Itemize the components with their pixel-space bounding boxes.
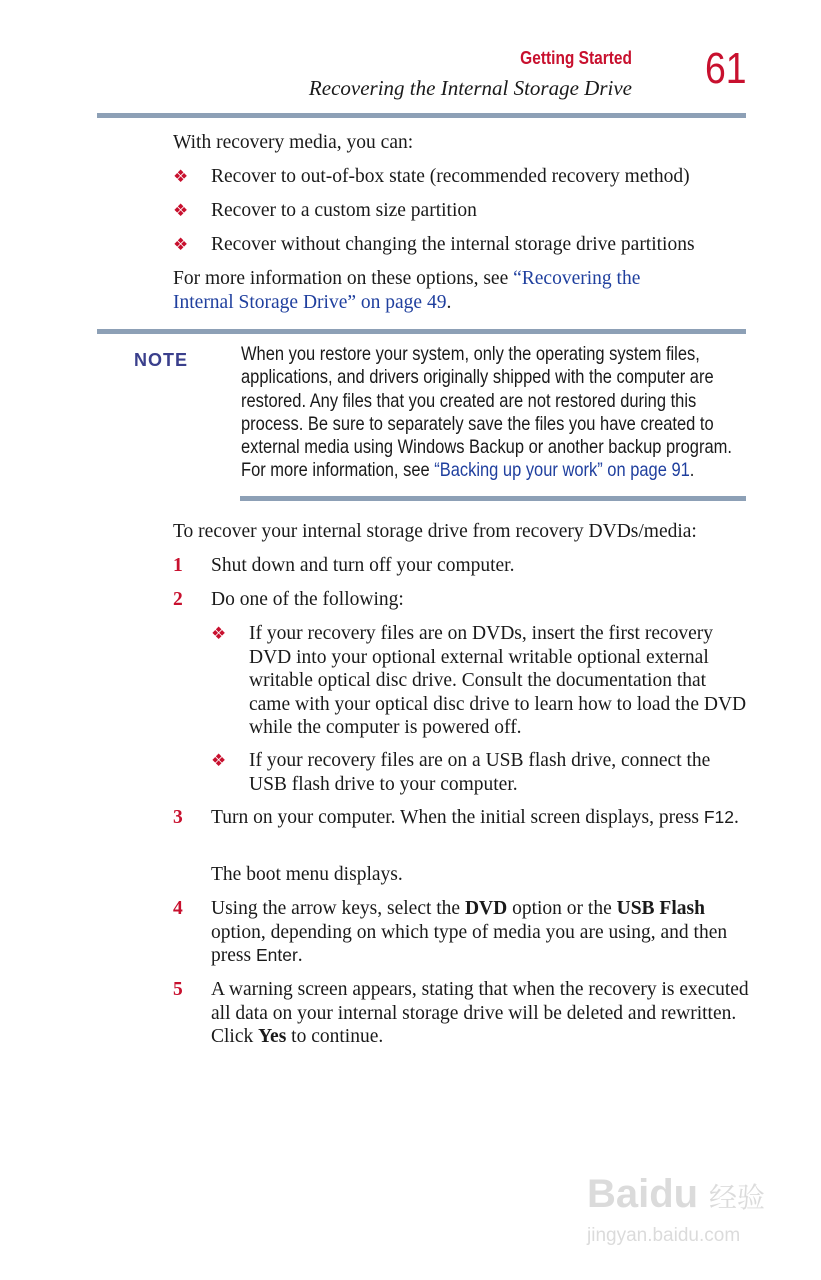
note-text [241,343,740,483]
note-label: NOTE [134,350,189,370]
page-number: 61 [705,44,747,93]
key-enter: Enter [255,945,298,965]
step-text [211,806,751,830]
header-subtitle: Recovering the Internal Storage Drive [308,76,632,100]
step-number: 5 [173,979,183,1000]
boot-menu-text: The boot menu displays. [211,864,403,885]
header-section-title: Getting Started [520,48,632,68]
step-number: 3 [173,807,183,828]
more-info-prefix: For more information on these options, see [173,268,514,289]
recovering-drive-link[interactable]: “Recovering the Internal Storage Drive” on page 49 [173,268,641,313]
step-4-mid: option or the [507,898,617,919]
note-bottom-divider [240,496,746,501]
note-top-divider [97,329,746,334]
step-5-pre: A warning screen appears, stating that when the recovery is executed all data on your internal storage drive will be deleted and rewritten. Click [211,979,749,1047]
key-f12: F12 [703,807,734,827]
step-4-post: option, depending on which type of media you are using, and then press [211,921,728,966]
step-3-text: Turn on your computer. When the initial screen displays, press [211,807,704,828]
option-text: Recover without changing the internal storage drive partitions [211,234,695,255]
note-suffix: . [689,459,695,482]
step-text [211,897,751,968]
step-5-post: to continue. [286,1026,384,1047]
step-number: 4 [173,898,183,919]
backing-up-link[interactable]: “Backing up your work” on page 91 [434,459,690,482]
step-text: Do one of the following: [211,589,404,610]
intro-text: With recovery media, you can: [173,132,414,153]
diamond-bullet-icon: ❖ [211,624,227,643]
watermark-url: jingyan.baidu.com [587,1225,741,1246]
step-3-suffix: . [734,807,739,828]
sub-option-text: If your recovery files are on DVDs, insert the first recovery DVD into your optional external writable optional external writable optical disc drive. Consult the documentation that came with your optical disc drive to learn how to load the DVD while the computer is powered off. [249,623,747,738]
usb-flash-option: USB Flash [616,898,705,919]
step-text: Shut down and turn off your computer. [211,555,515,576]
option-text: Recover to out-of-box state (recommended recovery method) [211,166,690,187]
note-body: When you restore your system, only the operating system files, applications, and drivers originally shipped with the computer are restored. Any files that you created are not restored during this process. Be sure to separately save the files you have created to external media using Windows Backup or another backup program. For more information, see [241,343,732,482]
dvd-option: DVD [464,898,508,919]
option-text: Recover to a custom size partition [211,200,477,221]
step-number: 1 [173,555,183,576]
watermark-cn: 经验 [709,1181,766,1214]
sub-option-text: If your recovery files are on a USB flash drive, connect the USB flash drive to your computer. [249,750,711,795]
procedure-intro: To recover your internal storage drive from recovery DVDs/media: [173,521,697,542]
step-4-suffix: . [297,945,303,966]
step-text [211,978,751,1049]
diamond-bullet-icon: ❖ [211,751,227,770]
baidu-watermark-logo [585,1155,785,1250]
diamond-bullet-icon: ❖ [173,201,189,220]
diamond-bullet-icon: ❖ [173,235,189,254]
step-number: 2 [173,589,183,610]
watermark-brand: Baidu [587,1172,699,1216]
step-4-pre: Using the arrow keys, select the [211,898,465,919]
yes-option: Yes [258,1026,287,1047]
more-info-suffix: . [446,291,452,313]
diamond-bullet-icon: ❖ [173,167,189,186]
header-divider [97,113,746,118]
more-info-paragraph [173,267,693,314]
